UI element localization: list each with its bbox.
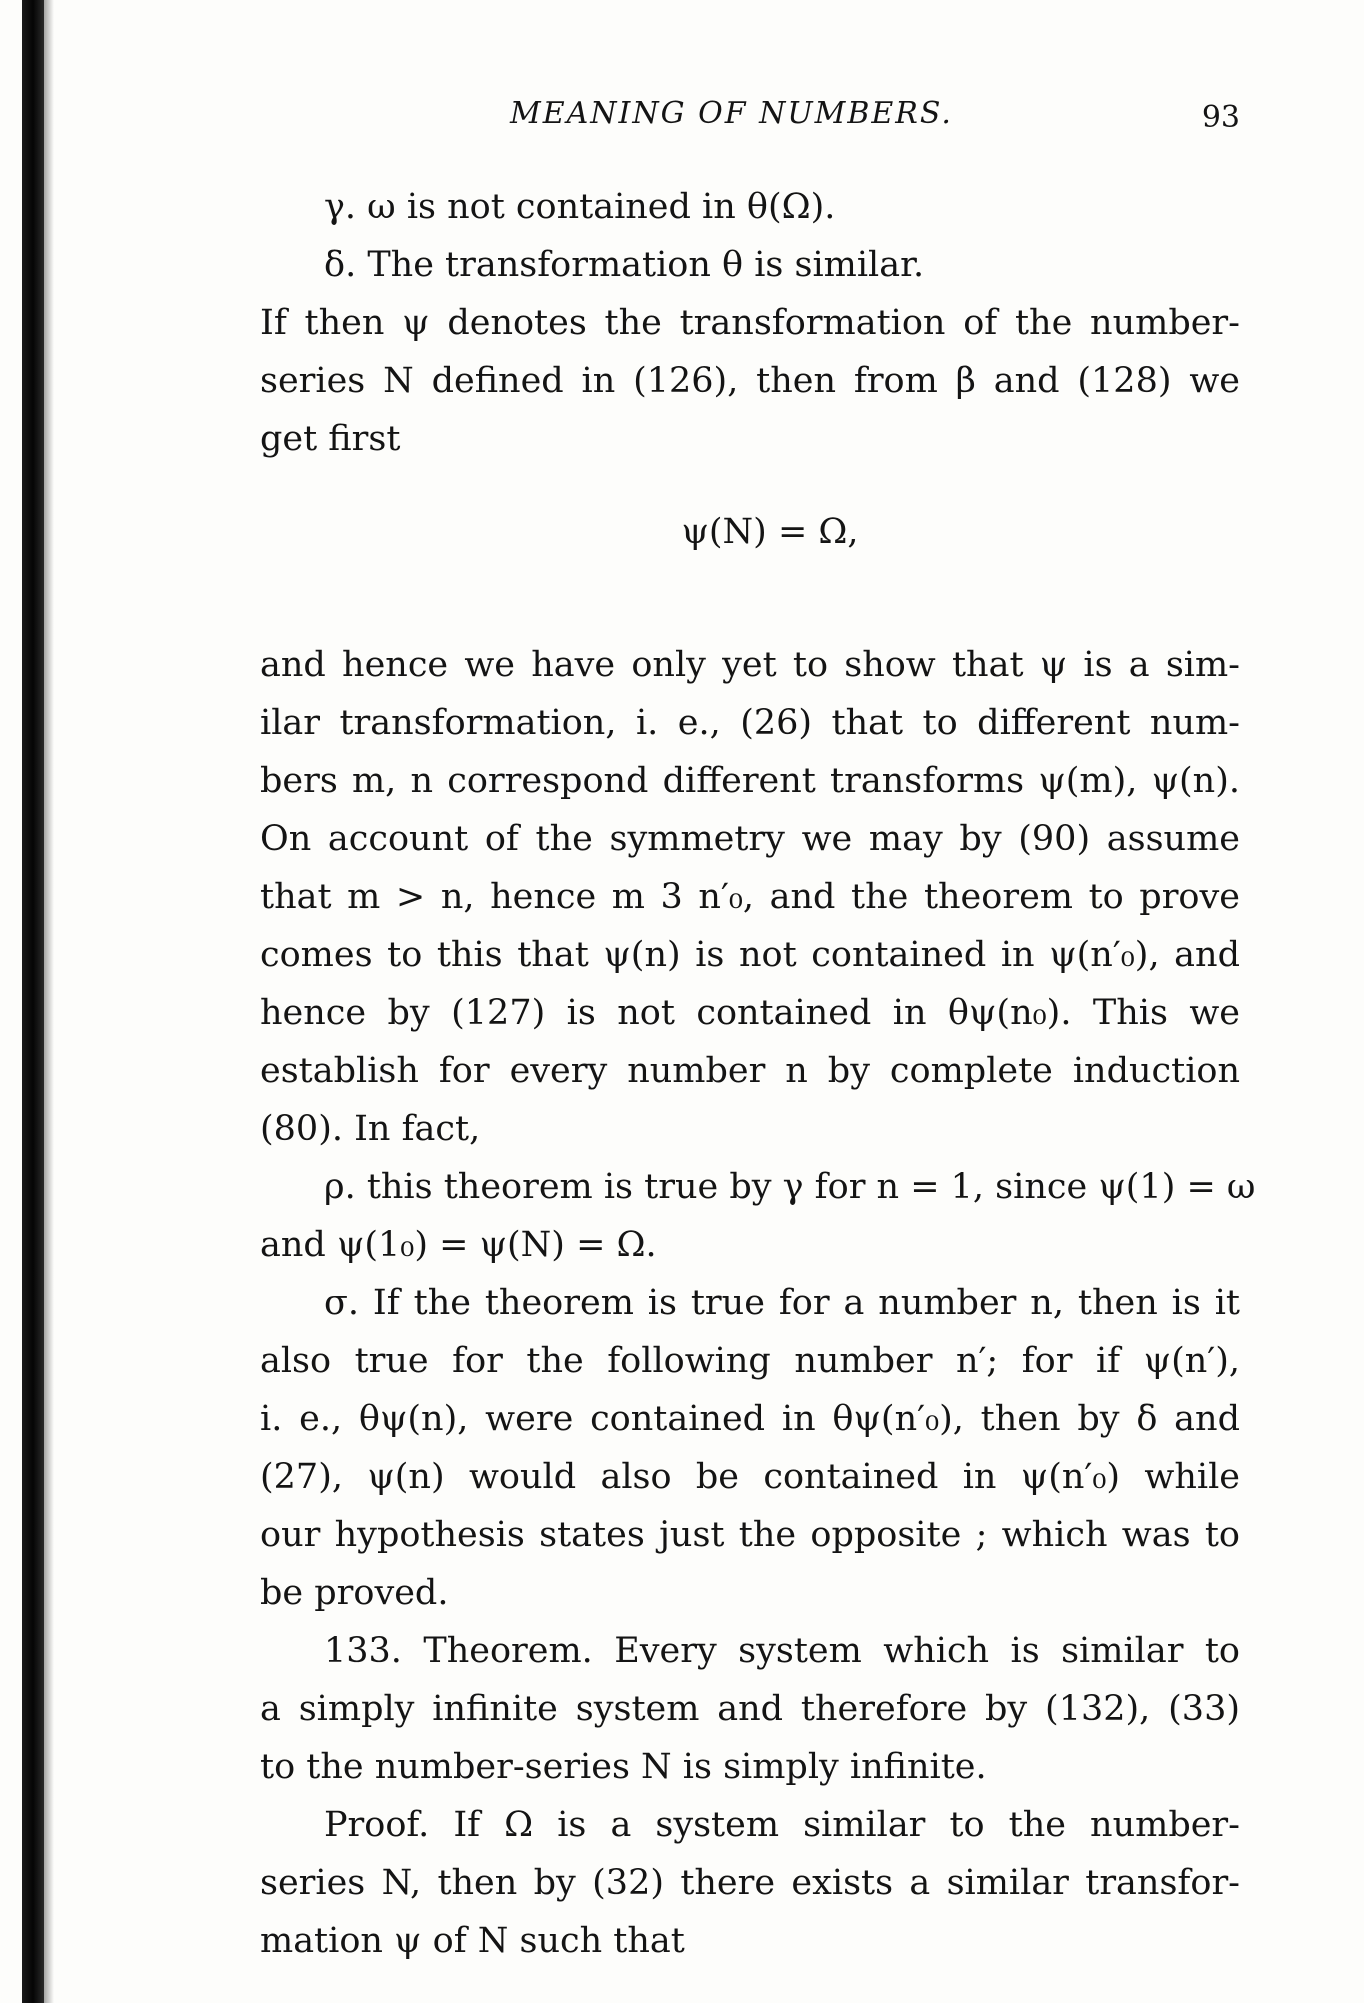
page-number: 93 — [1201, 100, 1240, 135]
text-line: series N defined in (126), then from β and (128) we — [260, 361, 1240, 401]
text-line: On account of the symmetry we may by (90) assume — [260, 819, 1240, 859]
page-binding-shadow — [44, 0, 54, 2003]
text-line: comes to this that ψ(n) is not contained in ψ(n′₀), and — [260, 935, 1240, 975]
text-line: establish for every number n by complete induction — [260, 1051, 1240, 1091]
clause-gamma: γ. ω is not contained in θ(Ω). — [324, 187, 836, 227]
text-line: ilar transformation, i. e., (26) that to different num- — [260, 703, 1240, 743]
text-line: our hypothesis states just the opposite ; which was to — [260, 1515, 1240, 1555]
text-line: If then ψ denotes the transformation of the number- — [260, 303, 1240, 343]
formula-psi-n-equals-omega: ψ(N) = Ω, — [681, 512, 859, 552]
text-line: and ψ(1₀) = ψ(N) = Ω. — [260, 1225, 657, 1265]
proof-heading: Proof. If Ω is a system similar to the number- — [324, 1805, 1240, 1845]
running-head — [260, 96, 1240, 136]
text-line: a simply infinite system and therefore by (132), (33) — [260, 1689, 1240, 1729]
text-line: and hence we have only yet to show that ψ is a sim- — [260, 645, 1240, 685]
text-line: that m > n, hence m 3 n′₀, and the theorem to prove — [260, 877, 1240, 917]
page-body — [260, 178, 1256, 1970]
text-line: hence by (127) is not contained in θψ(n₀). This we — [260, 993, 1240, 1033]
text-line: bers m, n correspond different transforms ψ(m), ψ(n). — [260, 761, 1240, 801]
text-line: get first — [260, 419, 401, 459]
text-line: mation ψ of N such that — [260, 1921, 685, 1961]
running-head-title: MEANING OF NUMBERS. — [510, 96, 953, 131]
formula-spacer — [260, 596, 1240, 636]
text-line: (80). In fact, — [260, 1109, 481, 1149]
page-binding-edge — [22, 0, 44, 2003]
text-line: series N, then by (32) there exists a similar transfor- — [260, 1863, 1240, 1903]
text-line: to the number-series N is simply infinite. — [260, 1747, 987, 1787]
clause-sigma: σ. If the theorem is true for a number n, then is it — [324, 1283, 1240, 1323]
text-line: i. e., θψ(n), were contained in θψ(n′₀), then by δ and — [260, 1399, 1240, 1439]
clause-rho: ρ. this theorem is true by γ for n = 1, since ψ(1) = ω — [324, 1167, 1256, 1207]
clause-delta: δ. The transformation θ is similar. — [324, 245, 925, 285]
theorem-133-heading: 133. Theorem. Every system which is similar to — [324, 1631, 1240, 1671]
text-line: (27), ψ(n) would also be contained in ψ(n′₀) while — [260, 1457, 1240, 1497]
text-line: be proved. — [260, 1573, 449, 1613]
text-line: also true for the following number n′; for if ψ(n′), — [260, 1341, 1240, 1381]
